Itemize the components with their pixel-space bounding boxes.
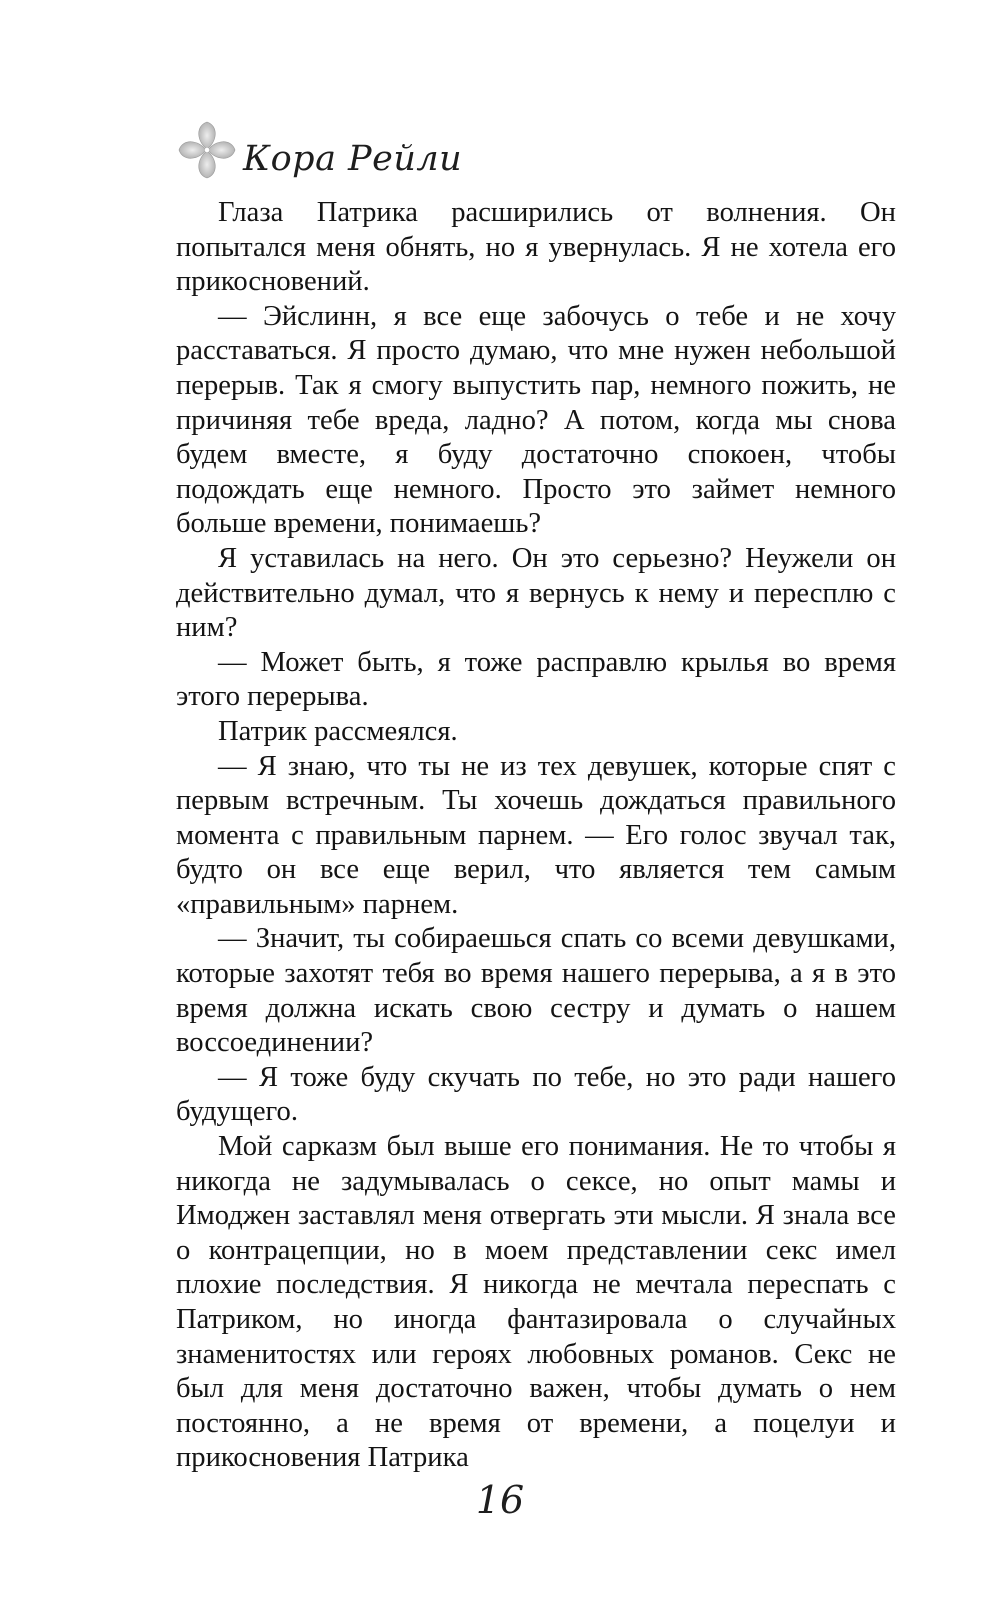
paragraph: — Я тоже буду скучать по тебе, но это ради нашего будущего.	[176, 1061, 896, 1128]
running-head	[175, 115, 462, 185]
body-text	[176, 196, 896, 1476]
four-petal-flower-icon	[175, 118, 239, 182]
paragraph: — Эйслинн, я все еще забочусь о тебе и не хочу расставаться. Я просто думаю, что мне нужен небольшой перерыв. Так я смогу выпустить пар, немного пожить, не причиняя тебе вреда, ладно? А потом, когда мы снова будем вместе, я буду достаточно спокоен, чтобы подождать еще немного. Просто это займет немного больше времени, понимаешь?	[176, 300, 896, 540]
paragraph: Я уставилась на него. Он это серьезно? Неужели он действительно думал, что я вернусь к нему и пересплю с ним?	[176, 542, 896, 644]
paragraph: — Может быть, я тоже расправлю крылья во время этого перерыва.	[176, 646, 896, 713]
paragraph: Глаза Патрика расширились от волнения. Он попытался меня обнять, но я увернулась. Я не хотела его прикосновений.	[176, 197, 896, 298]
author-name: Кора Рейли	[243, 139, 463, 179]
page-number: 16	[475, 1478, 525, 1522]
paragraph: — Я знаю, что ты не из тех девушек, которые спят с первым встречным. Ты хочешь дождаться правильного момента с правильным парнем. — Его голос звучал так, будто он все еще верил, что является тем самым «правильным» парнем.	[176, 750, 896, 920]
paragraph: Патрик рассмеялся.	[218, 715, 458, 747]
paragraph: — Значит, ты собираешься спать со всеми девушками, которые захотят тебя во время нашего перерыва, а я в это время должна искать свою сестру и думать о нашем воссоединении?	[176, 923, 896, 1059]
paragraph: Мой сарказм был выше его понимания. Не то чтобы я никогда не задумывалась о сексе, но опыт мамы и Имоджен заставлял меня отвергать эти мысли. Я знала все о контрацепции, но в моем представлении секс имел плохие последствия. Я никогда не мечтала переспать с Патриком, но иногда фантазировала о случайных знаменитостях или героях любовных романов. Секс не был для меня достаточно важен, чтобы думать о нем постоянно, а не время от времени, а поцелуи и прикосновения Патрика	[176, 1131, 896, 1474]
